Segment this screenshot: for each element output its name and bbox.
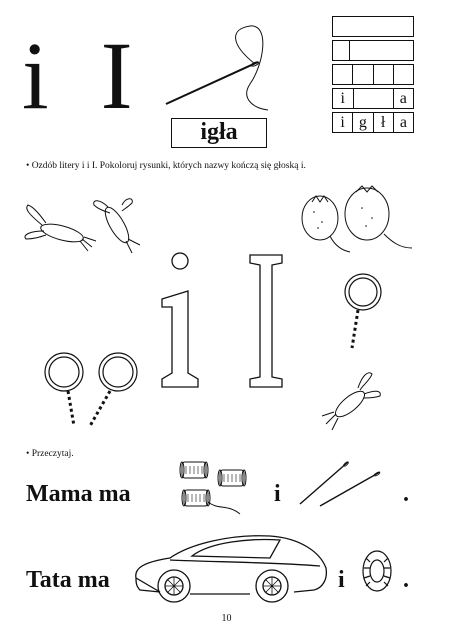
sentence-2-middle: i xyxy=(338,567,345,593)
page-number: 10 xyxy=(221,613,232,624)
grid-cell xyxy=(350,41,413,60)
grid-cell xyxy=(394,65,413,84)
grid-cell xyxy=(333,65,353,84)
thread-spool-icon xyxy=(178,458,250,518)
instruction-decorate: • Ozdób litery i i I. Pokoloruj rysunki, których nazwy kończą się głoską i. xyxy=(26,161,306,171)
word-igla-box: igła xyxy=(171,118,267,148)
lollipop-icon xyxy=(338,272,388,352)
grid-cell: i xyxy=(333,89,354,108)
big-letters-i: i I xyxy=(22,22,147,129)
grid-cell: a xyxy=(399,114,407,131)
grid-cell xyxy=(374,65,394,84)
needle-icon xyxy=(296,458,386,508)
grid-cell xyxy=(353,65,373,84)
grid-cell xyxy=(354,89,394,108)
lollipop-icon xyxy=(38,350,142,430)
grid-cell: a xyxy=(399,90,407,107)
grid-cell: ł xyxy=(374,113,394,132)
sentence-1-end: . xyxy=(403,481,409,507)
needle-icon xyxy=(160,24,270,114)
outline-letters-i-icon xyxy=(158,245,298,395)
grid-row xyxy=(332,40,414,61)
grid-cell: i xyxy=(333,113,353,132)
grid-row xyxy=(332,64,414,85)
car-icon xyxy=(130,528,330,606)
letter-grid xyxy=(332,16,414,136)
radish-icon xyxy=(292,182,422,262)
crayfish-icon xyxy=(318,366,388,436)
tire-icon xyxy=(360,548,394,594)
grid-row xyxy=(332,88,414,109)
sentence-1-start: Mama ma xyxy=(26,481,131,507)
grid-row xyxy=(332,16,414,37)
grid-cell xyxy=(333,41,350,60)
sentence-1-middle: i xyxy=(274,481,281,507)
grid-row xyxy=(332,112,414,133)
sentence-2-start: Tata ma xyxy=(26,567,110,593)
instruction-read: • Przeczytaj. xyxy=(26,449,74,459)
sentence-2-end: . xyxy=(403,567,409,593)
crayfish-icon xyxy=(22,195,152,265)
grid-cell: g xyxy=(353,113,373,132)
grid-cell xyxy=(333,17,413,36)
